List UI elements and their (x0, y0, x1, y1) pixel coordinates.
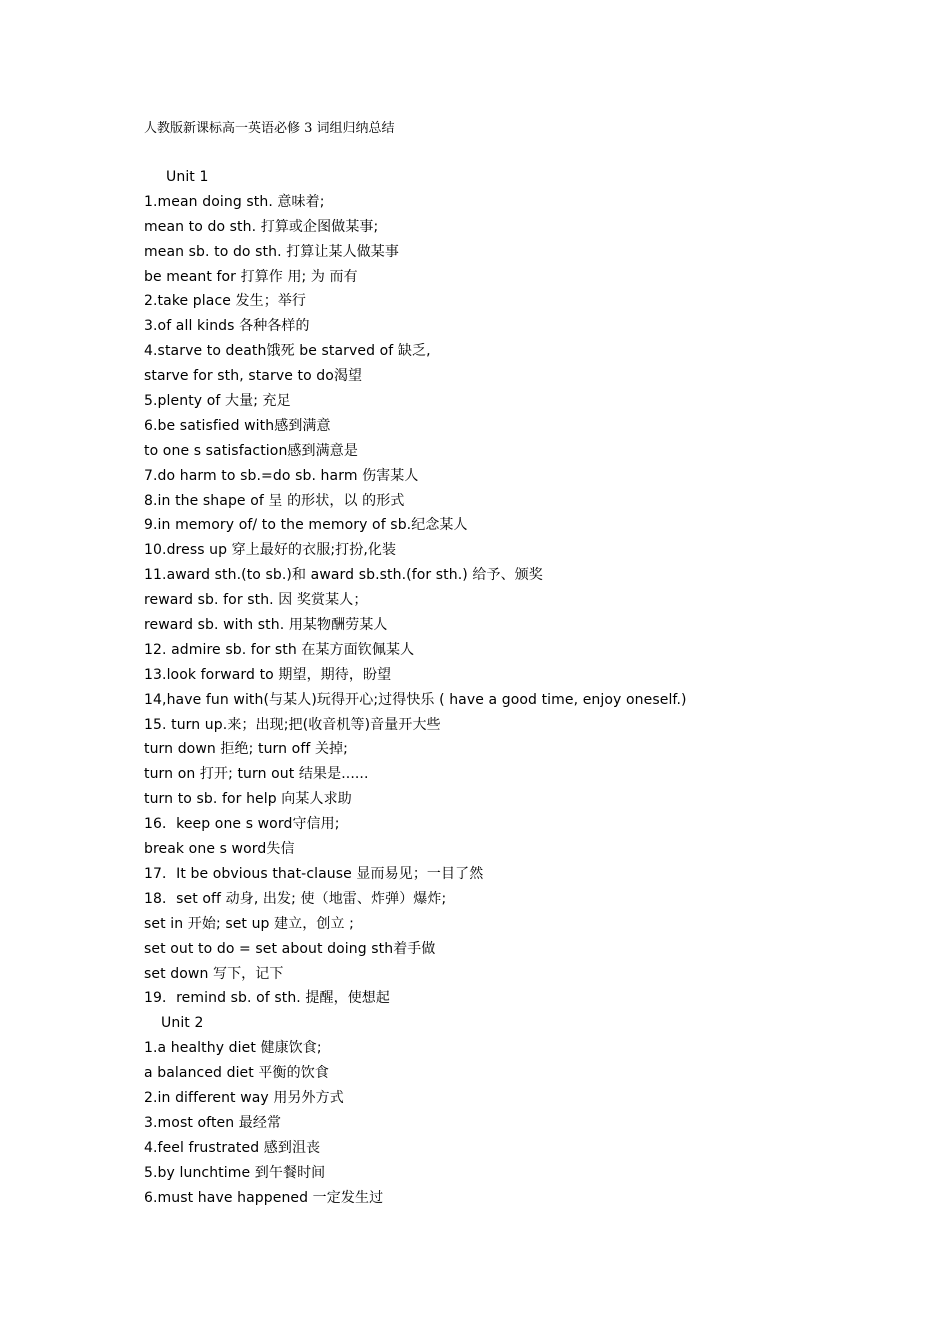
list-item: 10.dress up 穿上最好的衣服;打扮,化装 (144, 542, 397, 559)
list-item: break one s word失信 (144, 841, 295, 858)
phrase-list (144, 165, 864, 1210)
list-item: 7.do harm to sb.=do sb. harm 伤害某人 (144, 467, 419, 484)
list-item: turn down 拒绝; turn off 关掉; (144, 741, 348, 758)
list-item: 1.a healthy diet 健康饮食; (144, 1040, 322, 1057)
list-item: 5.by lunchtime 到午餐时间 (144, 1164, 326, 1181)
list-item: 15. turn up.来；出现;把(收音机等)音量开大些 (144, 716, 441, 733)
list-item: 6.must have happened 一定发生过 (144, 1189, 384, 1206)
list-item: a balanced diet 平衡的饮食 (144, 1065, 329, 1082)
list-item: reward sb. for sth. 因 奖赏某人； (144, 592, 368, 609)
list-item: 5.plenty of 大量; 充足 (144, 393, 291, 410)
unit-heading: Unit 1 (166, 169, 209, 185)
list-item: be meant for 打算作 用; 为 而有 (144, 268, 358, 285)
list-item: 2.in different way 用另外方式 (144, 1089, 344, 1106)
list-item: 1.mean doing sth. 意味着; (144, 193, 325, 210)
list-item: set down 写下，记下 (144, 965, 284, 982)
list-item: 9.in memory of/ to the memory of sb.纪念某人 (144, 517, 468, 534)
list-item: starve for sth, starve to do渴望 (144, 368, 363, 385)
list-item: 3.of all kinds 各种各样的 (144, 318, 310, 335)
list-item: 18．set off 动身, 出发; 使（地雷、炸弹）爆炸; (144, 890, 447, 907)
list-item: 17．It be obvious that-clause 显而易见；一目了然 (144, 865, 484, 882)
list-item: to one s satisfaction感到满意是 (144, 442, 358, 459)
list-item: 4.starve to death饿死 be starved of 缺乏, (144, 343, 431, 360)
list-item: mean sb. to do sth. 打算让某人做某事 (144, 243, 399, 260)
list-item: 11.award sth.(to sb.)和 award sb.sth.(for sth.) 给予、颁奖 (144, 567, 543, 584)
list-item: reward sb. with sth. 用某物酬劳某人 (144, 617, 388, 634)
list-item: set out to do = set about doing sth着手做 (144, 940, 436, 957)
list-item: 19．remind sb. of sth. 提醒，使想起 (144, 990, 390, 1007)
list-item: 3.most often 最经常 (144, 1114, 282, 1131)
list-item: mean to do sth. 打算或企图做某事; (144, 218, 379, 235)
list-item: 12. admire sb. for sth 在某方面钦佩某人 (144, 641, 415, 658)
list-item: 2.take place 发生；举行 (144, 293, 307, 310)
list-item: 14,have fun with(与某人)玩得开心;过得快乐 ( have a good time, enjoy oneself.) (144, 691, 687, 708)
list-item: 16．keep one s word守信用; (144, 816, 340, 833)
list-item: 13.look forward to 期望，期待，盼望 (144, 666, 392, 683)
list-item: 6.be satisfied with感到满意 (144, 417, 331, 434)
document-title: 人教版新课标高一英语必修 3 词组归纳总结 (144, 121, 395, 136)
unit-heading: Unit 2 (161, 1015, 204, 1032)
list-item: 4.feel frustrated 感到沮丧 (144, 1139, 321, 1156)
list-item: turn to sb. for help 向某人求助 (144, 791, 352, 808)
list-item: 8.in the shape of 呈 的形状，以 的形式 (144, 492, 405, 509)
list-item: set in 开始; set up 建立，创立 ; (144, 915, 354, 932)
list-item: turn on 打开; turn out 结果是...... (144, 766, 369, 783)
